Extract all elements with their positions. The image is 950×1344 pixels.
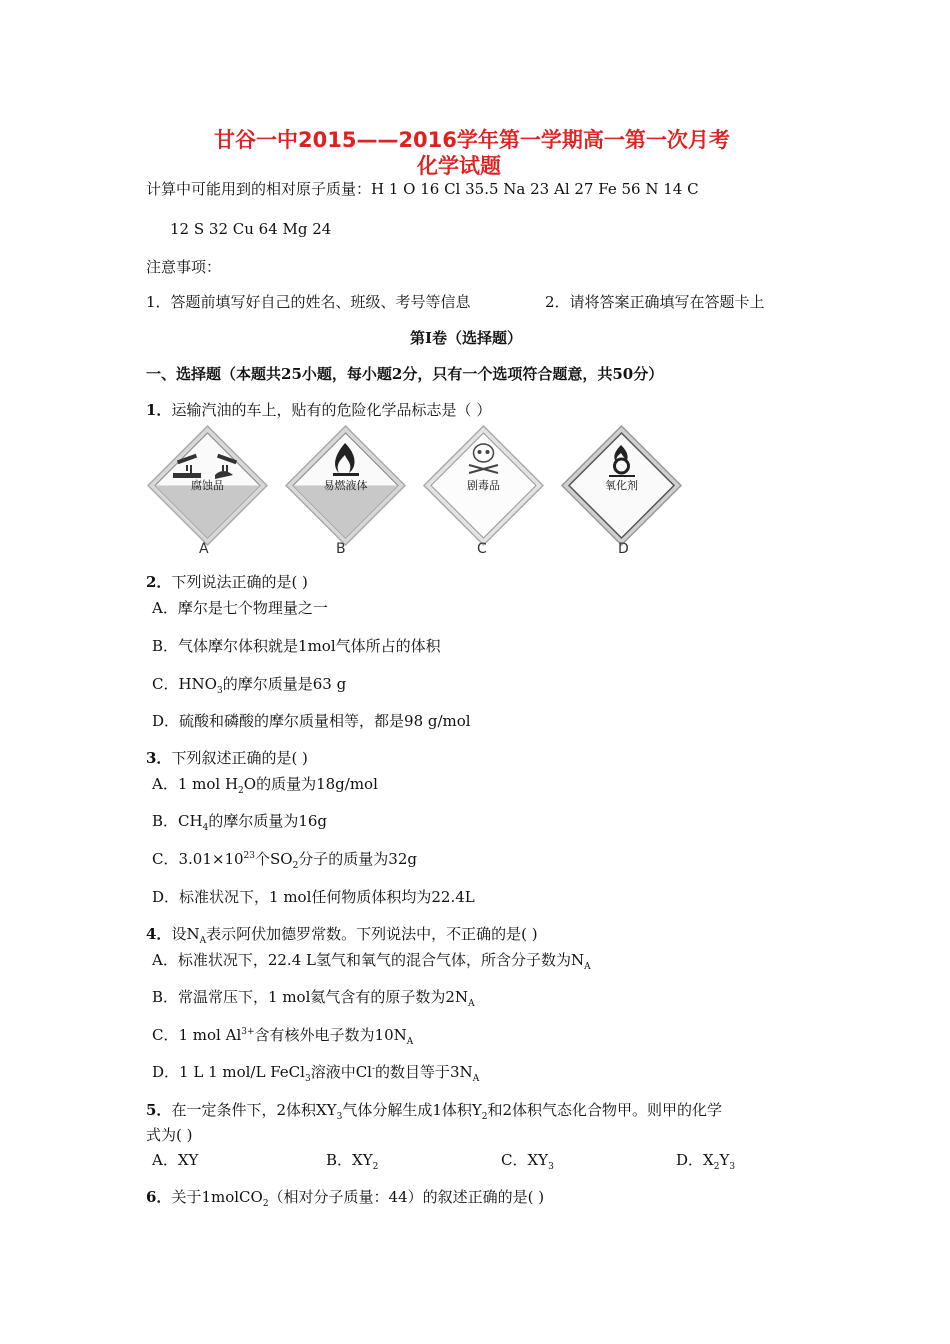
q5-option-b: B．$XY_2$ <box>326 1151 379 1172</box>
q3-option-b: B．$CH_4$的摩尔质量为16g <box>152 812 328 833</box>
question-2: 2．下列说法正确的是( ) <box>146 573 308 591</box>
sign-label: 氧化剂 <box>605 479 638 492</box>
skull-icon <box>421 423 546 548</box>
sign-oxidizer <box>559 423 684 548</box>
question-6: 6．关于1molCO$_2$（相对分子质量：44）的叙述正确的是( ) <box>146 1188 545 1209</box>
page-subtitle: 化学试题 <box>417 154 501 178</box>
sign-corrosive <box>145 423 270 548</box>
sign-flammable-liquid <box>283 423 408 548</box>
atomic-masses-line1: 计算中可能用到的相对原子质量：H 1 O 16 Cl 35.5 Na 23 Al 27 Fe 56 N 14 C <box>146 180 699 198</box>
question-1: 1．运输汽油的车上，贴有的危险化学品标志是（ ） <box>146 401 492 419</box>
flame-over-circle-icon <box>559 423 684 548</box>
corrosive-icon <box>145 423 270 548</box>
part-title: 一、选择题（本题共25小题，每小题2分，只有一个选项符合题意，共50分） <box>146 365 664 383</box>
sign-letter-a: A <box>199 541 209 557</box>
q4-option-d: D．1 L 1 mol/L FeCl$_3$溶液中Cl-的数目等于$3N_A$ <box>152 1063 480 1084</box>
sign-label: 易燃液体 <box>323 479 368 492</box>
notice-item-1: 1．答题前填写好自己的姓名、班级、考号等信息 <box>146 293 471 311</box>
q5-option-c: C．$XY_3$ <box>501 1151 554 1172</box>
q5-option-a: A．XY <box>152 1151 199 1169</box>
sign-label: 腐蚀品 <box>191 479 224 492</box>
q2-option-b: B．气体摩尔体积就是1mol气体所占的体积 <box>152 637 441 655</box>
question-5-line2: 式为( ) <box>146 1126 193 1144</box>
notice-label: 注意事项： <box>146 258 222 276</box>
sign-letter-d: D <box>618 541 629 557</box>
q2-option-a: A．摩尔是七个物理量之一 <box>152 599 328 617</box>
q3-option-d: D．标准状况下，1 mol任何物质体积均为22.4L <box>152 888 475 906</box>
flame-icon <box>283 423 408 548</box>
volume-title: 第I卷（选择题） <box>410 329 523 347</box>
question-3-stem: 下列叙述正确的是( ) <box>171 749 308 767</box>
page-title: 甘谷一中2015——2016学年第一学期高一第一次月考 <box>214 128 730 152</box>
sign-letter-c: C <box>477 541 487 557</box>
sign-letter-b: B <box>336 541 346 557</box>
question-2-stem: 下列说法正确的是( ) <box>171 573 308 591</box>
q2-option-c: C．$HNO_3$的摩尔质量是63 g <box>152 675 347 696</box>
sign-toxic <box>421 423 546 548</box>
q5-option-d: D．$X_2Y_3$ <box>676 1151 736 1172</box>
q3-option-c: C．$3.01\times 10^{23}$个$SO_2$分子的质量为32g <box>152 850 417 871</box>
notice-item-2: 2．请将答案正确填写在答题卡上 <box>545 293 765 311</box>
question-4: 4．设$N_A$表示阿伏加德罗常数。下列说法中，不正确的是( ) <box>146 925 538 946</box>
atomic-masses-line2: 12 S 32 Cu 64 Mg 24 <box>170 220 332 238</box>
question-5: 5．在一定条件下，2体积$XY_3$气体分解生成1体积$Y_2$和2体积气态化合物甲。则甲的化学 <box>146 1101 723 1122</box>
question-1-stem: 运输汽油的车上，贴有的危险化学品标志是（ ） <box>171 401 492 419</box>
q3-option-a: A．1 mol $H_2O$的质量为18g/mol <box>152 775 378 796</box>
q4-option-a: A．标准状况下，22.4 L氢气和氧气的混合气体，所含分子数为$N_A$ <box>152 951 591 972</box>
question-3: 3．下列叙述正确的是( ) <box>146 749 308 767</box>
sign-label: 剧毒品 <box>467 479 500 492</box>
q2-option-d: D．硫酸和磷酸的摩尔质量相等，都是98 g/mol <box>152 712 471 730</box>
q4-option-b: B．常温常压下，1 mol氦气含有的原子数为$2N_A$ <box>152 988 475 1009</box>
q4-option-c: C．1 mol $Al^{3+}$含有核外电子数为$10N_A$ <box>152 1026 414 1047</box>
